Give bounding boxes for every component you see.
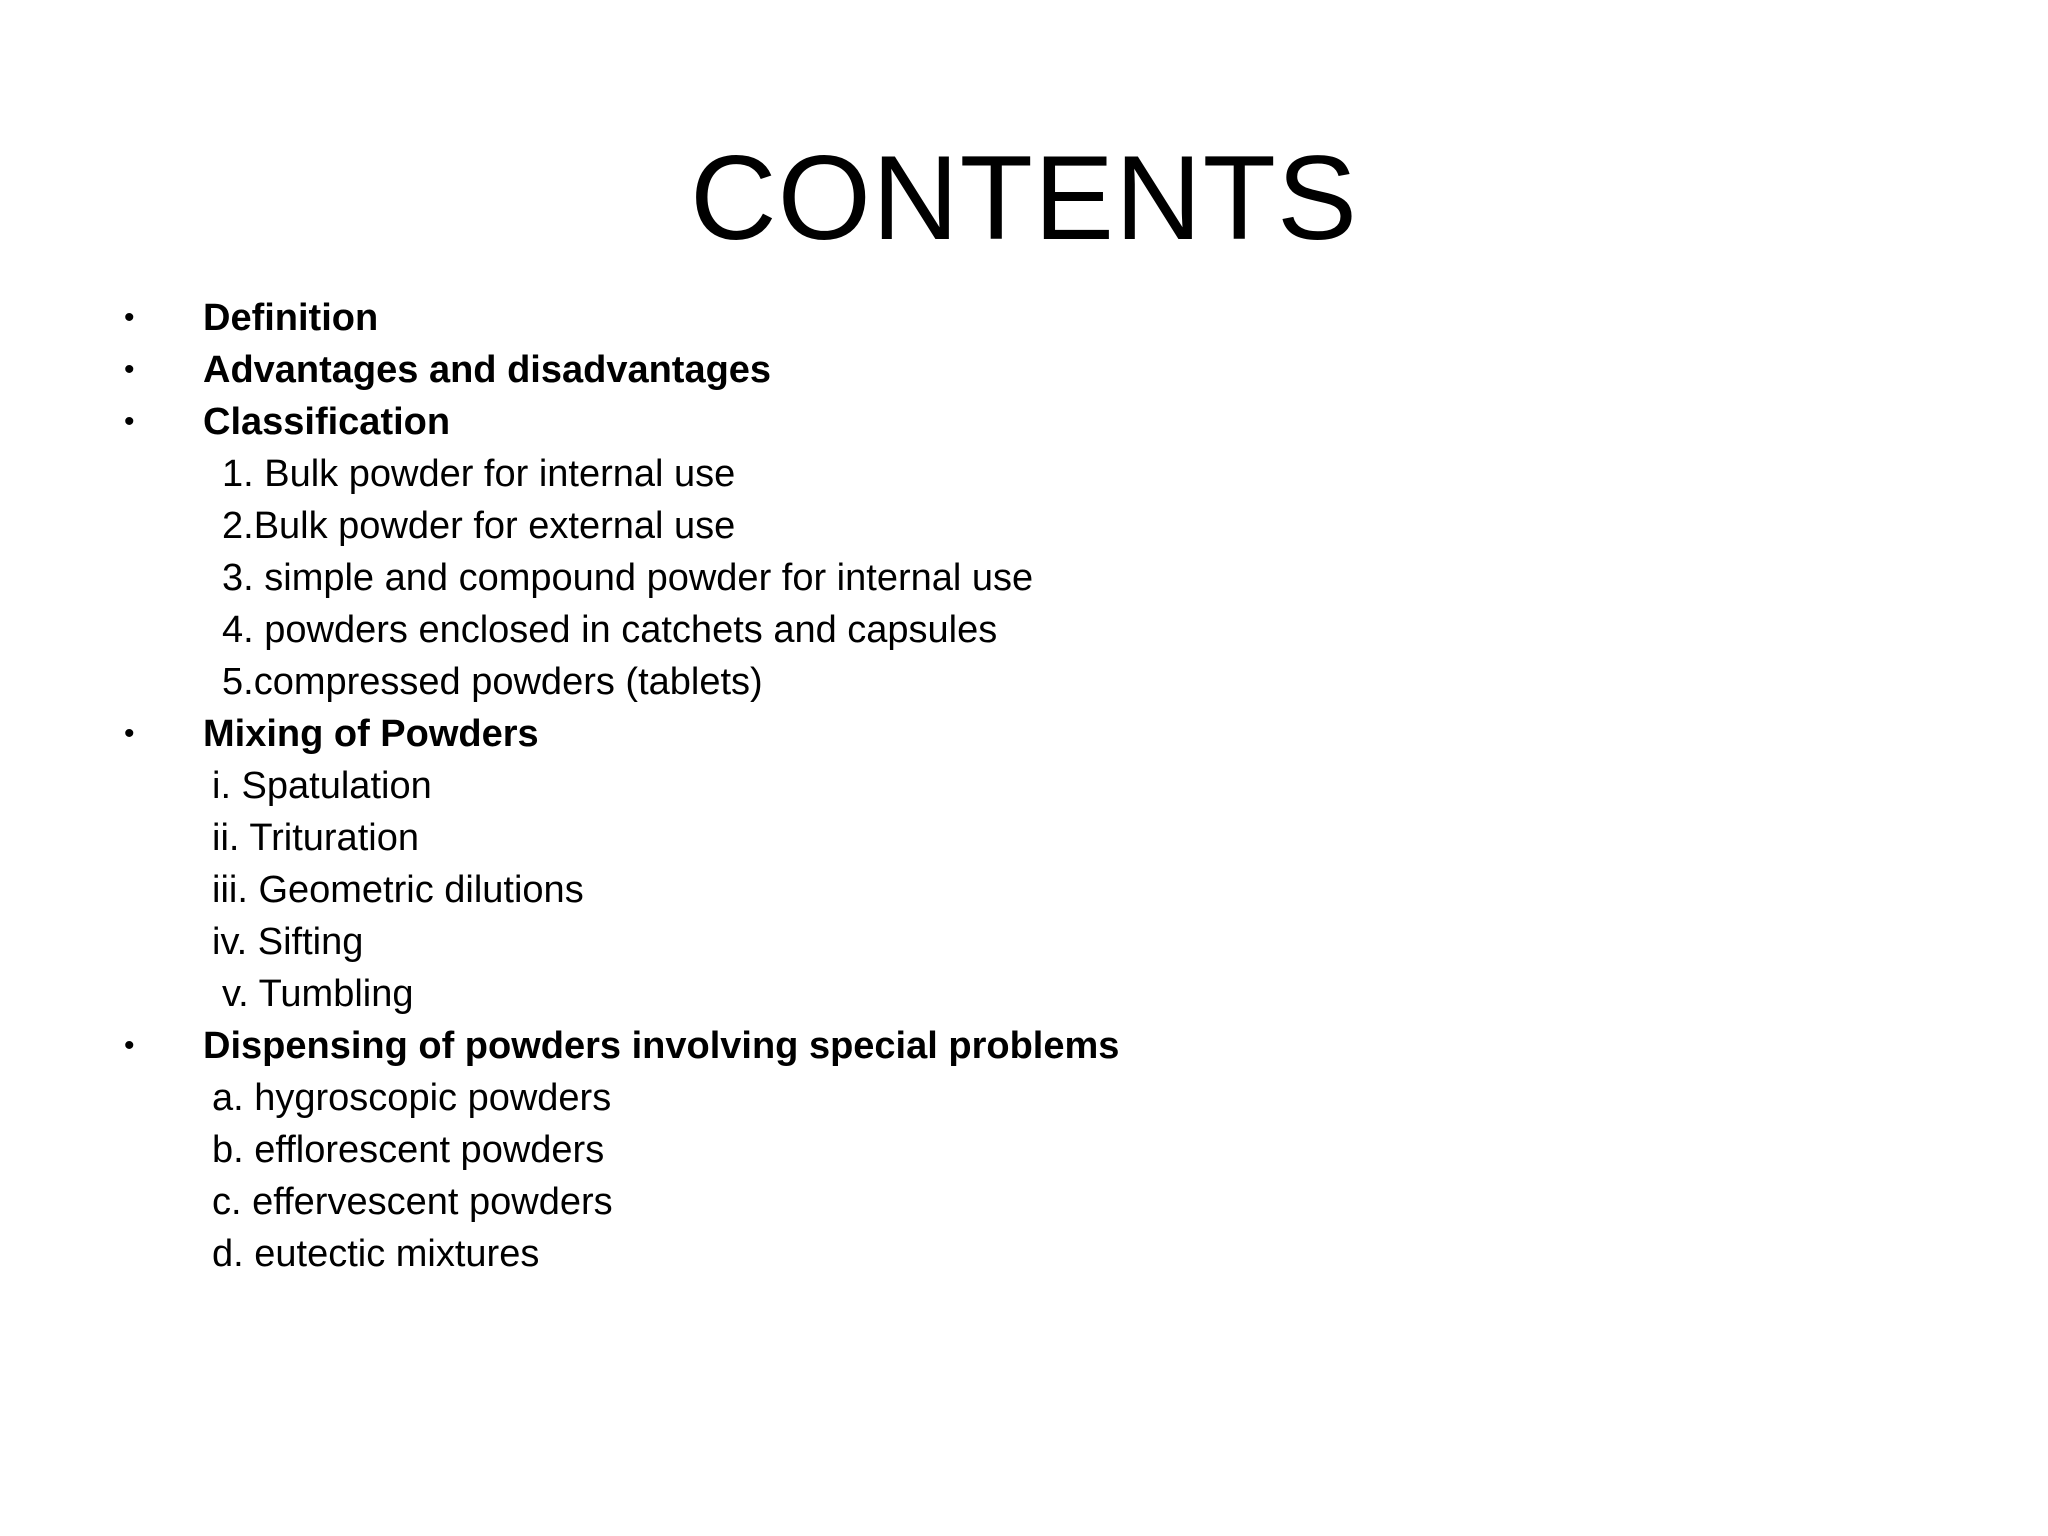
sub-item-text: iii. Geometric dilutions — [212, 869, 584, 911]
bullet-item — [0, 1020, 2048, 1072]
slide-title: CONTENTS — [690, 131, 1358, 265]
sub-item — [0, 812, 2048, 864]
bullet-text: Definition — [203, 297, 379, 339]
sub-item — [0, 448, 2048, 500]
sub-item — [0, 500, 2048, 552]
bullet-item — [0, 396, 2048, 448]
bullet-icon: • — [124, 405, 135, 438]
bullet-item — [0, 344, 2048, 396]
sub-item — [0, 916, 2048, 968]
sub-item — [0, 968, 2048, 1020]
sub-item — [0, 1176, 2048, 1228]
sub-item — [0, 656, 2048, 708]
bullet-text: Dispensing of powders involving special problems — [203, 1025, 1120, 1067]
sub-item-text: i. Spatulation — [212, 765, 432, 807]
sub-item-text: a. hygroscopic powders — [212, 1077, 612, 1119]
sub-item-text: b. efflorescent powders — [212, 1129, 605, 1171]
bullet-item — [0, 292, 2048, 344]
sub-item-text: d. eutectic mixtures — [212, 1233, 540, 1275]
bullet-icon: • — [124, 353, 135, 386]
sub-item — [0, 760, 2048, 812]
sub-item-text: c. effervescent powders — [212, 1181, 613, 1223]
sub-item-text: 5.compressed powders (tablets) — [222, 661, 763, 703]
bullet-icon: • — [124, 1029, 135, 1062]
sub-item-text: v. Tumbling — [222, 973, 414, 1015]
bullet-text: Advantages and disadvantages — [203, 349, 772, 391]
bullet-item — [0, 708, 2048, 760]
sub-item-text: 3. simple and compound powder for internal use — [222, 557, 1034, 599]
contents-list — [0, 292, 2048, 1280]
sub-item-text: 4. powders enclosed in catchets and capsules — [222, 609, 998, 651]
sub-item-text: 1. Bulk powder for internal use — [222, 453, 736, 495]
sub-item — [0, 1228, 2048, 1280]
sub-item-text: ii. Trituration — [212, 817, 419, 859]
sub-item — [0, 604, 2048, 656]
bullet-text: Mixing of Powders — [203, 713, 539, 755]
bullet-text: Classification — [203, 401, 451, 443]
bullet-icon: • — [124, 301, 135, 334]
sub-item-text: 2.Bulk powder for external use — [222, 505, 736, 547]
sub-item-text: iv. Sifting — [212, 921, 364, 963]
sub-item — [0, 1124, 2048, 1176]
bullet-icon: • — [124, 717, 135, 750]
sub-item — [0, 864, 2048, 916]
sub-item — [0, 1072, 2048, 1124]
sub-item — [0, 552, 2048, 604]
